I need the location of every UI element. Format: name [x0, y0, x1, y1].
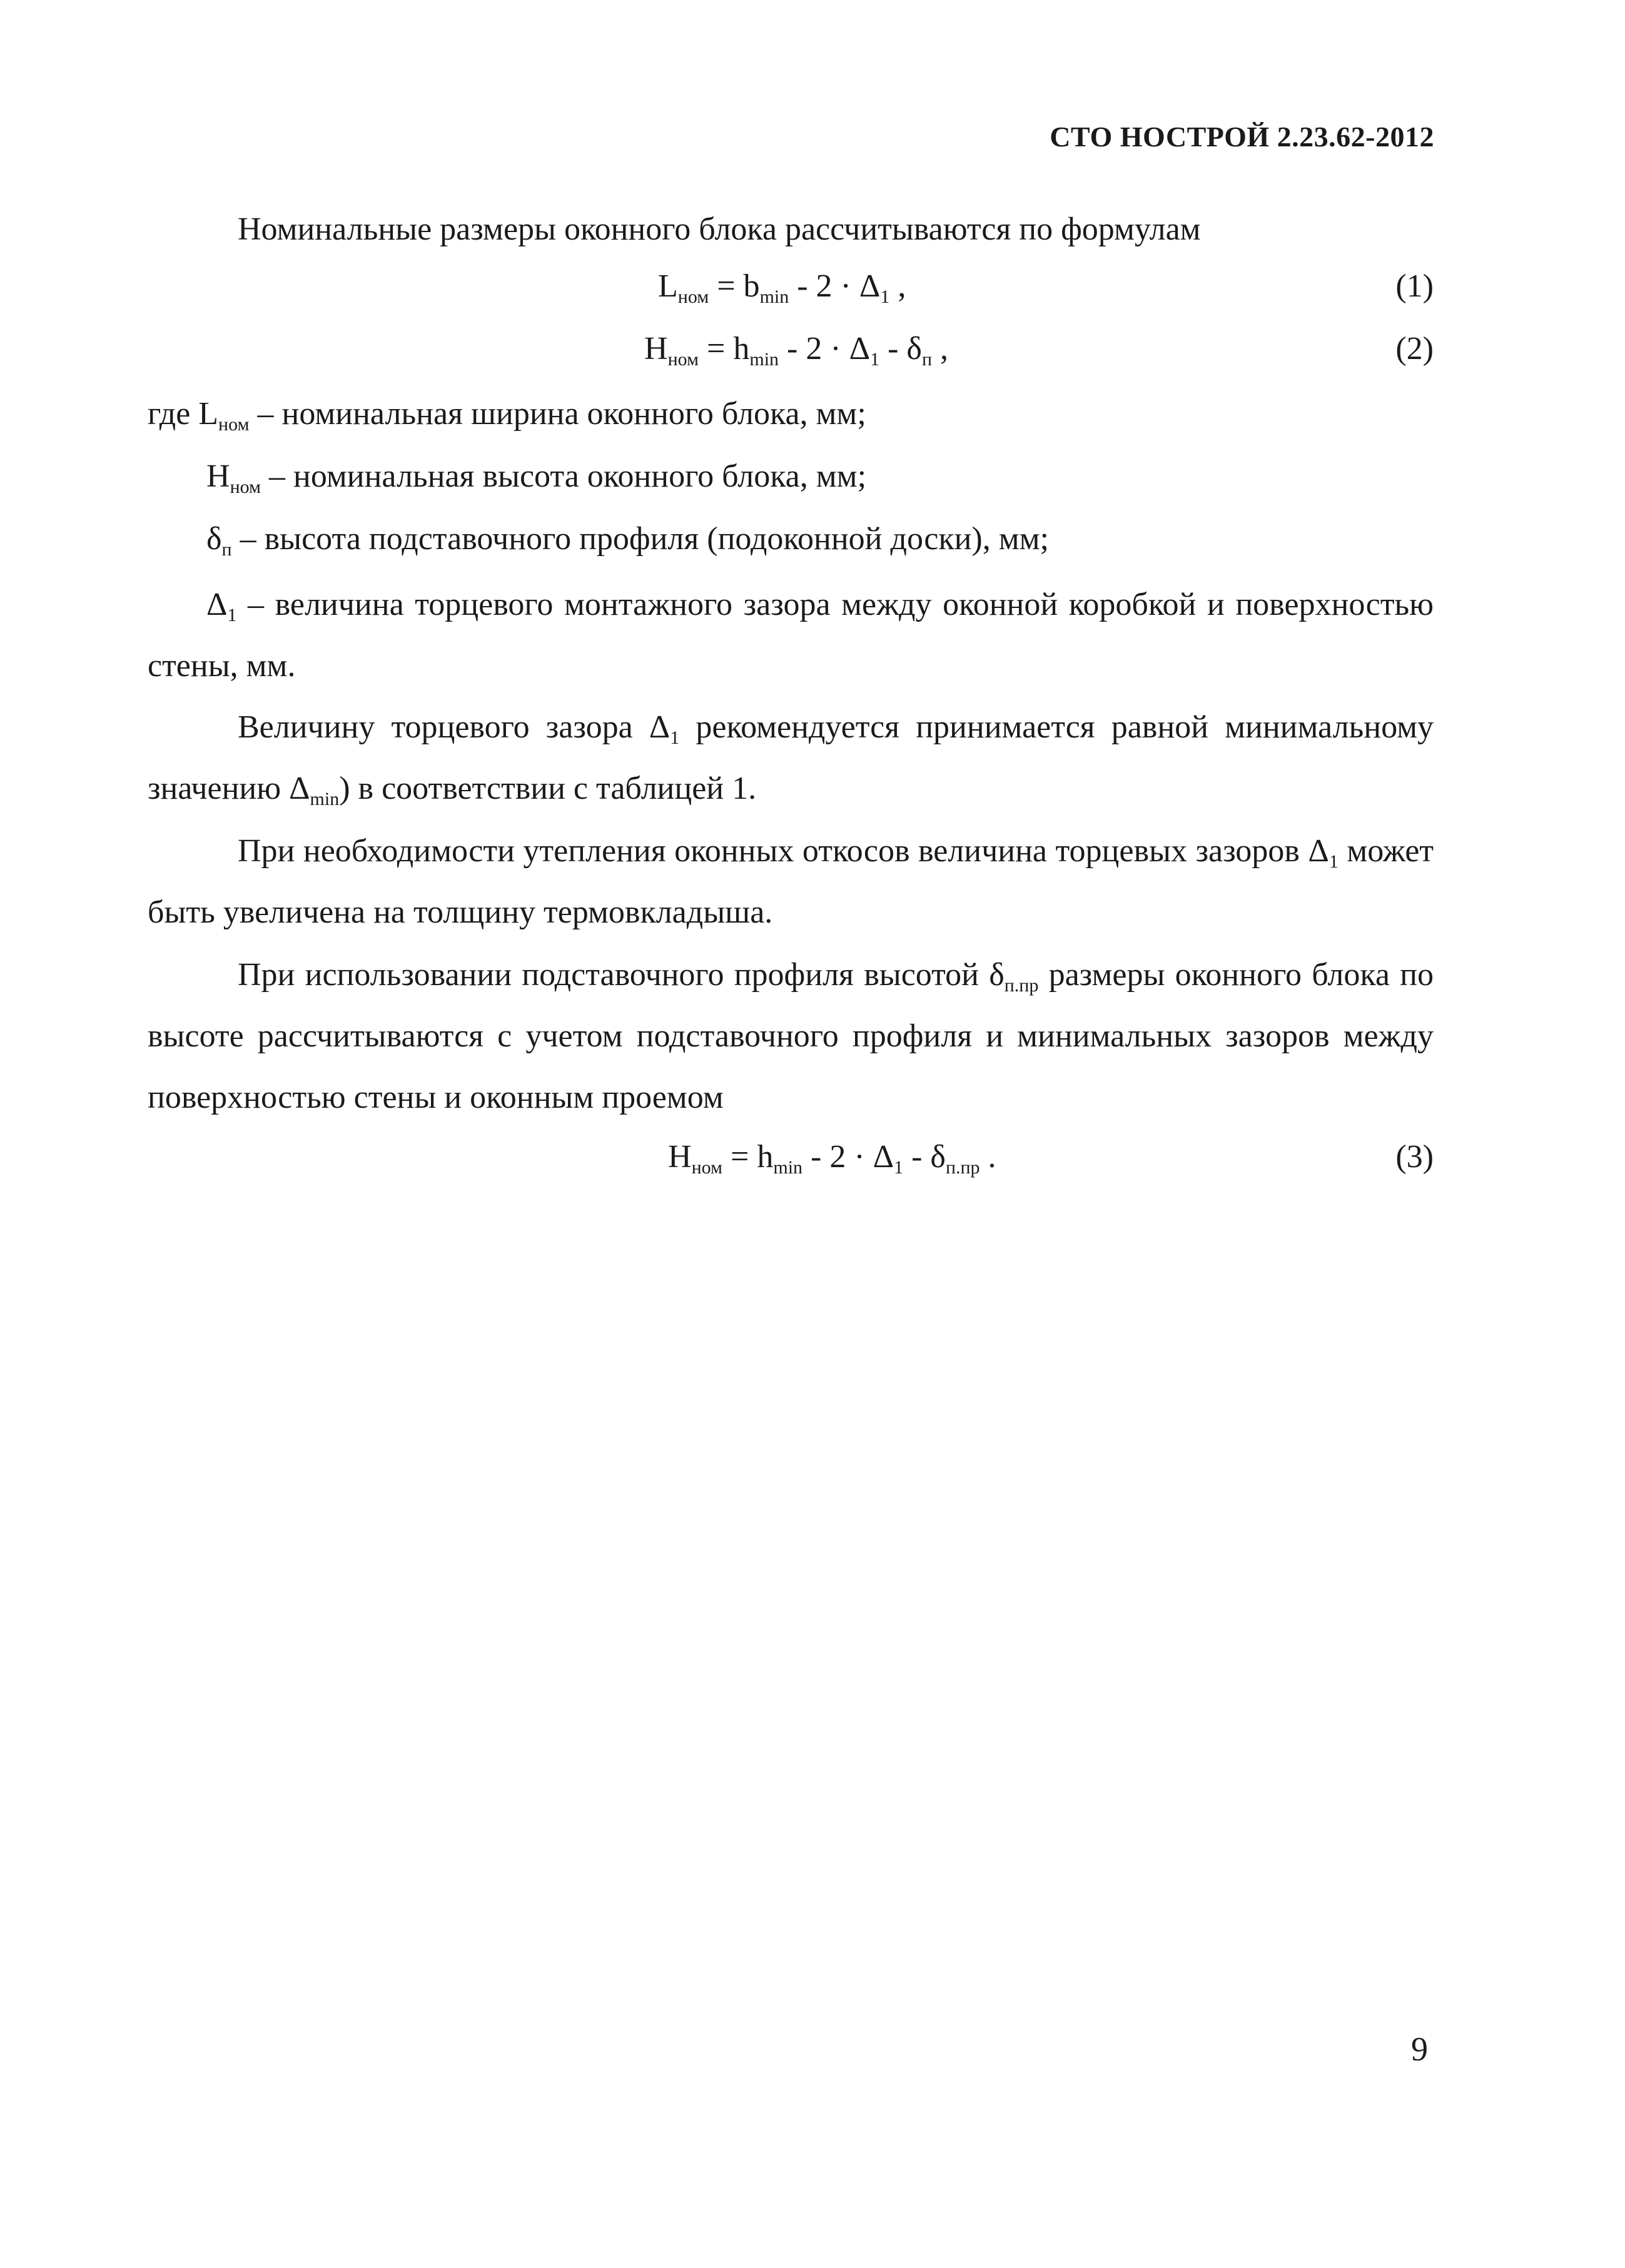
formula-2-number: (2) [1395, 331, 1434, 367]
paragraph-2-part-a: При необходимости утепления оконных откосов величина торцевых зазоров Δ [238, 833, 1329, 869]
formula-3-number: (3) [1395, 1139, 1434, 1175]
paragraph-3-sub-a: п.пр [1004, 975, 1039, 996]
formula-1-lhs: L [658, 268, 678, 304]
definition-l-sub: ном [218, 414, 250, 435]
formula-1-lhs-sub: ном [677, 286, 709, 307]
paragraph-2-part-b: может быть увеличена на толщину термовкладыша. [148, 833, 1434, 930]
paragraph-1-part-b: рекомендуется принимается равной минимальному значению Δ [148, 709, 1434, 806]
formula-2-delta-sub: 1 [870, 349, 880, 370]
formula-1-rest: - 2 · Δ [789, 268, 881, 304]
formula-2-lhs: H [644, 331, 668, 367]
definition-l-symbol: где L [148, 396, 219, 432]
paragraph-1-sub-a: 1 [670, 727, 680, 748]
formula-1-eq: = b [709, 268, 760, 304]
page-number: 9 [1411, 2030, 1428, 2068]
formula-3-tail: . [980, 1139, 996, 1175]
formula-3-mid: - δ [903, 1139, 946, 1175]
formula-2-lhs-sub: ном [667, 349, 699, 370]
formula-2-rest: - 2 · Δ [779, 331, 871, 367]
definition-l-text: – номинальная ширина оконного блока, мм; [249, 396, 866, 432]
paragraph-1-part-a: Величину торцевого зазора Δ [238, 709, 671, 745]
paragraph-gap-value [148, 697, 1434, 819]
formula-3-rest: - 2 · Δ [802, 1139, 894, 1175]
formula-2-mid: - δ [879, 331, 922, 367]
definition-delta-p-text: – высота подставочного профиля (подоконной доски), мм; [231, 521, 1050, 557]
formula-3-eq: = h [722, 1139, 774, 1175]
formula-2-eq: = h [699, 331, 750, 367]
paragraph-1-sub-b: min [310, 789, 340, 809]
formula-1-b-sub: min [759, 286, 789, 307]
definition-h-symbol: H [206, 458, 230, 494]
paragraph-2-sub-a: 1 [1329, 851, 1339, 872]
formula-1-tail: , [889, 268, 906, 304]
definition-delta-1-text: – величина торцевого монтажного зазора между оконной коробкой и поверхностью стены, мм. [148, 587, 1434, 684]
definition-h-sub: ном [230, 477, 261, 497]
definition-delta-p [206, 520, 1050, 560]
formula-2-h-sub: min [749, 349, 779, 370]
formula-2-mid-sub: п [921, 349, 932, 370]
document-code: СТО НОСТРОЙ 2.23.62-2012 [1050, 121, 1434, 153]
formula-1 [658, 268, 906, 305]
intro-text: Номинальные размеры оконного блока рассчитываются по формулам [238, 211, 1201, 247]
paragraph-insulation [148, 821, 1434, 943]
formula-1-number: (1) [1395, 268, 1434, 304]
paragraph-3-part-b: размеры оконного блока по высоте рассчитываются с учетом подставочного профиля и минимальных зазоров между поверхностью стены и оконным проемом [148, 957, 1434, 1115]
definition-delta-1 [148, 574, 1434, 697]
formula-2-tail: , [932, 331, 948, 367]
formula-3-lhs: H [668, 1139, 692, 1175]
formula-1-delta-sub: 1 [880, 286, 890, 307]
definition-delta-p-symbol: δ [206, 521, 222, 557]
formula-3-h-sub: min [773, 1157, 803, 1178]
definition-h-text: – номинальная высота оконного блока, мм; [261, 458, 867, 494]
formula-3-delta-sub: 1 [894, 1157, 904, 1178]
paragraph-1-part-c: ) в соответствии с таблицей 1. [339, 771, 757, 806]
formula-3-lhs-sub: ном [691, 1157, 723, 1178]
definition-delta-1-sub: 1 [227, 605, 237, 625]
paragraph-support-profile [148, 944, 1434, 1128]
definition-delta-p-sub: п [221, 539, 232, 560]
formula-2 [644, 330, 948, 370]
definition-l-nom [148, 395, 866, 435]
formula-3-mid-sub: п.пр [945, 1157, 980, 1178]
paragraph-3-part-a: При использовании подставочного профиля высотой δ [238, 957, 1005, 993]
formula-3 [668, 1138, 996, 1178]
definition-delta-1-symbol: Δ [206, 587, 228, 622]
definition-h-nom [206, 458, 866, 495]
